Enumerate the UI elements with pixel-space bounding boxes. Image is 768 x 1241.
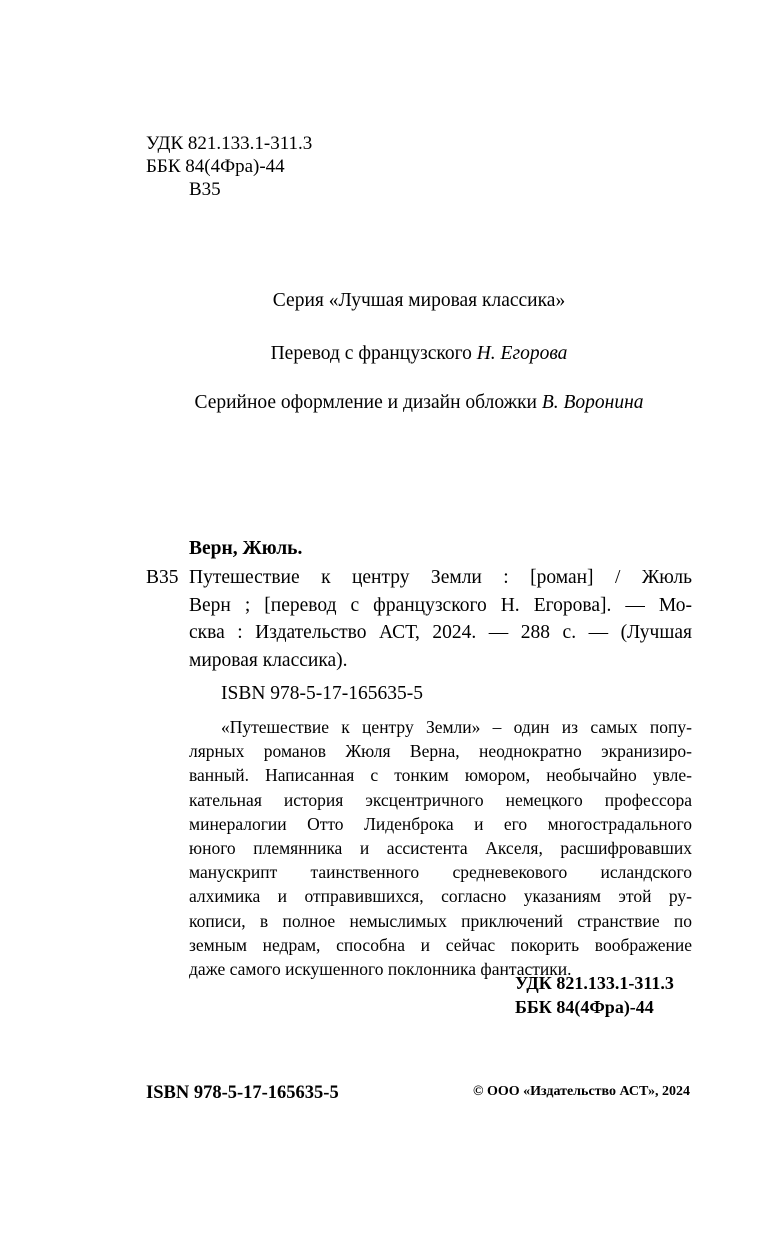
translator-name: Н. Егорова <box>476 343 568 364</box>
bbk-code-bottom: ББК 84(4Фра)-44 <box>515 997 654 1017</box>
udk-code: УДК 821.133.1-311.3 <box>146 133 313 154</box>
annotation <box>189 715 692 981</box>
annotation-line: кательная история эксцентричного немецкого профессора <box>189 789 692 810</box>
biblio-line: мировая классика). <box>189 649 348 671</box>
annotation-line: лярных романов Жюля Верна, неоднократно экранизиро- <box>189 741 692 762</box>
classification-block-bottom <box>515 971 674 1019</box>
bibliographic-description <box>189 564 692 674</box>
biblio-line: Путешествие к центру Земли : [роман] / Жюль <box>189 567 692 588</box>
annotation-line: «Путешествие к центру Земли» – один из самых попу- <box>221 717 692 737</box>
author-mark: В35 <box>189 179 221 200</box>
udk-code-bottom: УДК 821.133.1-311.3 <box>515 973 674 993</box>
catalog-isbn: ISBN 978-5-17-165635-5 <box>221 683 424 704</box>
annotation-line: алхимика и отправившихся, согласно указаниям этой ру- <box>189 886 692 907</box>
annotation-line: земным недрам, способна и сейчас покорить воображение <box>189 934 692 955</box>
annotation-line: ванный. Написанная с тонким юмором, необычайно увле- <box>189 765 692 786</box>
classification-block-top <box>146 132 312 201</box>
biblio-line: Верн ; [перевод с французского Н. Егорова]. — Мо- <box>189 594 692 616</box>
annotation-line: манускрипт таинственного средневекового исландского <box>189 862 692 883</box>
footer-isbn: ISBN 978-5-17-165635-5 <box>146 1083 339 1103</box>
annotation-line: даже самого искушенного поклонника фантастики. <box>189 959 572 980</box>
design-prefix: Серийное оформление и дизайн обложки <box>194 392 542 413</box>
annotation-line: юного племянника и ассистента Акселя, расшифровавших <box>189 838 692 859</box>
translation-prefix: Перевод с французского <box>270 343 477 364</box>
annotation-line: кописи, в полное немыслимых приключений странствие по <box>189 910 692 931</box>
series-line: Серия «Лучшая мировая классика» <box>272 290 566 311</box>
catalog-code: В35 <box>146 567 179 588</box>
translation-credit <box>0 343 768 365</box>
designer-name: В. Воронина <box>541 392 644 413</box>
annotation-line: минералогии Отто Лиденброка и его многострадального <box>189 813 692 834</box>
design-credit <box>0 392 768 414</box>
copyright-notice: © ООО «Издательство АСТ», 2024 <box>472 1084 690 1099</box>
catalog-author: Верн, Жюль. <box>189 538 303 559</box>
bbk-code: ББК 84(4Фра)-44 <box>146 156 285 177</box>
biblio-line: сква : Издательство АСТ, 2024. — 288 с. — (Лучшая <box>189 622 692 643</box>
